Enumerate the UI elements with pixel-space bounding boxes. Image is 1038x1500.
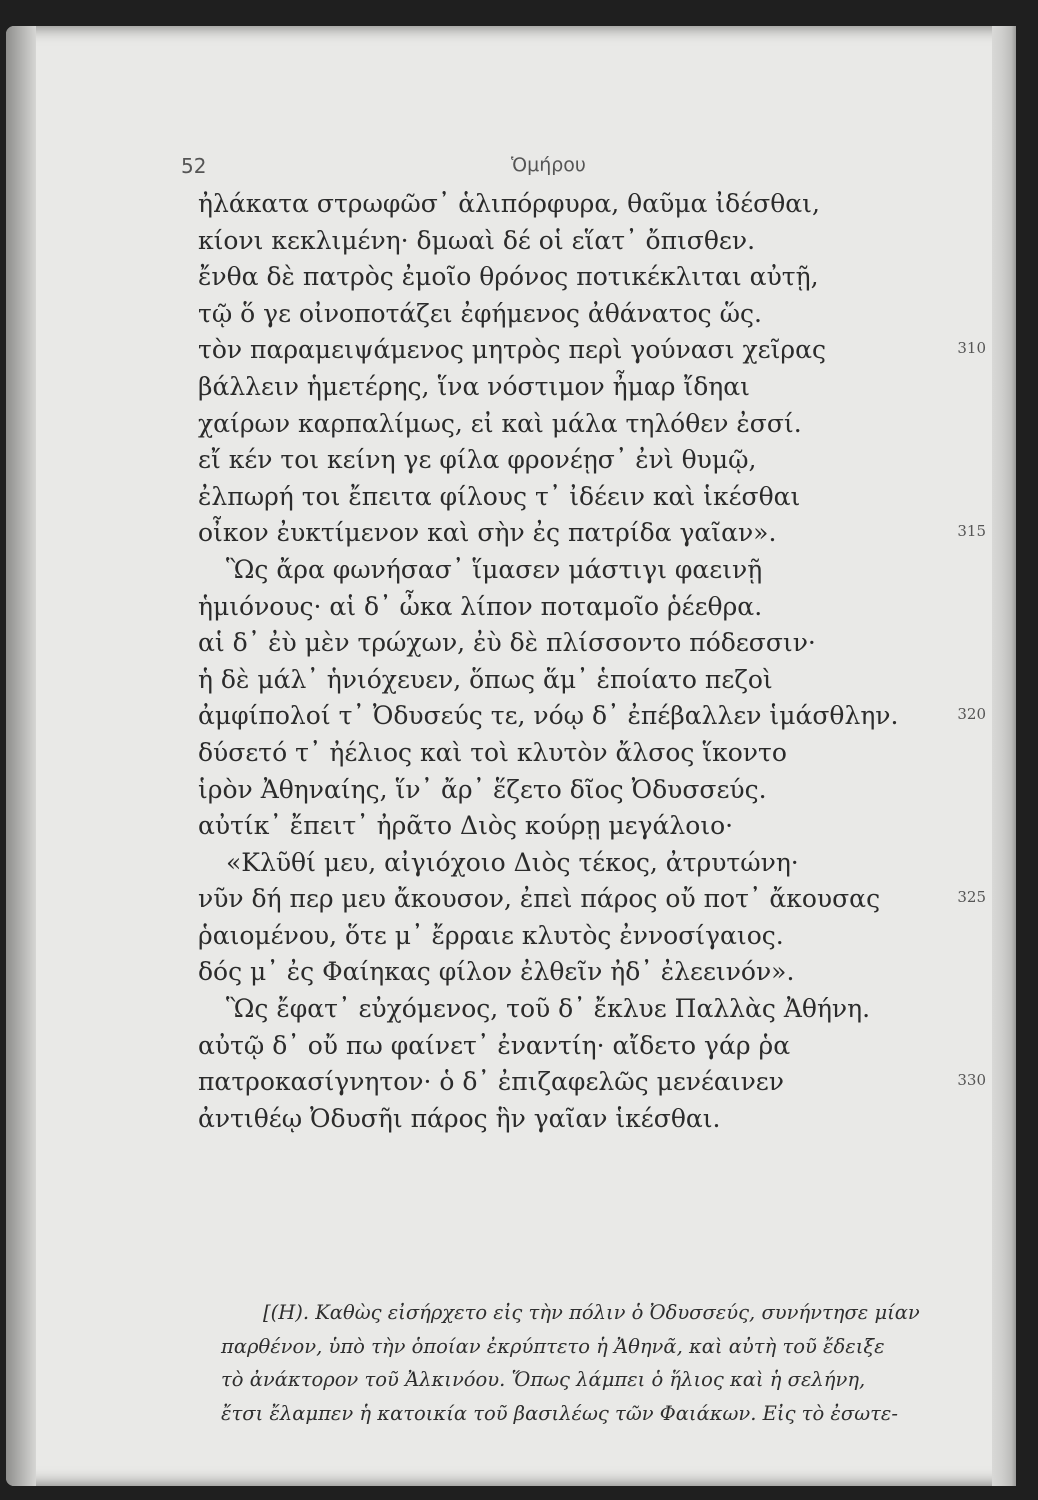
verse-line [198, 628, 998, 665]
commentary-line: τὸ ἀνάκτορον τοῦ Ἀλκινόου. Ὅπως λάμπει ὁ ἥλιος καὶ ἡ σελήνη, [221, 1368, 866, 1391]
verse-line [198, 921, 998, 958]
verse-line [198, 665, 998, 702]
verse-text: ἀμφίπολοί τ᾽ Ὀδυσεύς τε, νόῳ δ᾽ ἐπέβαλλεν ἱμάσθλην. [198, 701, 899, 731]
verse-line [198, 738, 998, 775]
commentary-line: [(Η). Καθὼς εἰσήρχετο εἰς τὴν πόλιν ὁ Ὀδυσσεύς, συνήντησε μίαν [263, 1301, 920, 1324]
verse-text: οἶκον ἐυκτίμενον καὶ σὴν ἐς πατρίδα γαῖαν». [198, 518, 777, 548]
verse-text: Ὣς ἔφατ᾽ εὐχόμενος, τοῦ δ᾽ ἔκλυε Παλλὰς Ἀθήνη. [226, 994, 871, 1024]
verse-line [198, 555, 998, 592]
verse-text: ἠλάκατα στρωφῶσ᾽ ἁλιπόρφυρα, θαῦμα ἰδέσθαι, [198, 189, 820, 218]
verse-text: κίονι κεκλιμένη· δμωαὶ δέ οἱ εἵατ᾽ ὄπισθεν. [198, 225, 756, 255]
line-number: 330 [957, 1071, 986, 1090]
verse-text: αἱ δ᾽ ἐὺ μὲν τρώχων, ἐὺ δὲ πλίσσοντο πόδεσσιν· [198, 628, 816, 658]
verse-text: δός μ᾽ ἐς Φαίηκας φίλον ἐλθεῖν ἠδ᾽ ἐλεεινόν». [198, 957, 795, 987]
verse-line [198, 811, 998, 848]
line-number: 310 [957, 339, 986, 358]
verse-line [198, 1067, 998, 1104]
verse-text: πατροκασίγνητον· ὁ δ᾽ ἐπιζαφελῶς μενέαινεν [198, 1067, 784, 1097]
verse-text: τὸν παραμειψάμενος μητρὸς περὶ γούνασι χεῖρας [198, 335, 826, 365]
verse-block [198, 189, 998, 1140]
verse-text: ἔνθα δὲ πατρὸς ἐμοῖο θρόνος ποτικέκλιται αὐτῇ, [198, 262, 819, 292]
verse-line [198, 372, 998, 409]
page-number: 52 [181, 154, 207, 178]
verse-line [198, 957, 998, 994]
commentary-line: παρθένον, ὑπὸ τὴν ὁποίαν ἐκρύπτετο ἡ Ἀθηνᾶ, καὶ αὐτὴ τοῦ ἔδειξε [221, 1334, 885, 1358]
running-head: Ὁμήρου [511, 154, 586, 176]
verse-text: ἐλπωρή τοι ἔπειτα φίλους τ᾽ ἰδέειν καὶ ἱκέσθαι [198, 481, 801, 511]
verse-text: νῦν δή περ μευ ἄκουσον, ἐπεὶ πάρος οὔ ποτ᾽ ἄκουσας [198, 884, 881, 914]
verse-text: εἴ κέν τοι κείνη γε φίλα φρονέῃσ᾽ ἐνὶ θυμῷ, [198, 445, 757, 475]
verse-text: αὐτίκ᾽ ἔπειτ᾽ ἠρᾶτο Διὸς κούρῃ μεγάλοιο· [198, 811, 734, 841]
verse-line [198, 262, 998, 299]
verse-line [198, 518, 998, 555]
verse-text: ἡ δὲ μάλ᾽ ἡνιόχευεν, ὅπως ἅμ᾽ ἑποίατο πεζοὶ [198, 664, 773, 694]
verse-text: δύσετό τ᾽ ἠέλιος καὶ τοὶ κλυτὸν ἄλσος ἵκοντο [198, 737, 787, 767]
verse-text: βάλλειν ἡμετέρης, ἵνα νόστιμον ἦμαρ ἴδηαι [198, 371, 750, 401]
verse-text: «Κλῦθί μευ, αἰγιόχοιο Διὸς τέκος, ἀτρυτώνη· [226, 847, 799, 877]
verse-line [198, 445, 998, 482]
verse-text: ἀντιθέῳ Ὀδυσῆι πάρος ἣν γαῖαν ἱκέσθαι. [198, 1103, 721, 1133]
verse-text: αὐτῷ δ᾽ οὔ πω φαίνετ᾽ ἐναντίη· αἴδετο γάρ ῥα [198, 1030, 791, 1060]
line-number: 315 [957, 522, 986, 541]
verse-text: ἱρὸν Ἀθηναίης, ἵν᾽ ἄρ᾽ ἕζετο δῖος Ὀδυσσεύς. [198, 774, 767, 804]
verse-text: ῥαιομένου, ὅτε μ᾽ ἔρραιε κλυτὸς ἐννοσίγαιος. [198, 920, 784, 950]
verse-text: χαίρων καρπαλίμως, εἰ καὶ μάλα τηλόθεν ἐσσί. [198, 408, 802, 438]
verse-text: Ὣς ἄρα φωνήσασ᾽ ἵμασεν μάστιγι φαεινῇ [226, 554, 763, 584]
page-header [181, 154, 881, 184]
verse-line [198, 299, 998, 336]
verse-line [198, 848, 998, 885]
verse-line [198, 1104, 998, 1141]
verse-text: ἡμιόνους· αἱ δ᾽ ὦκα λίπον ποταμοῖο ῥέεθρα. [198, 591, 763, 621]
verse-line [198, 592, 998, 629]
commentary-line: ἔτσι ἔλαμπεν ἡ κατοικία τοῦ βασιλέως τῶν Φαιάκων. Εἰς τὸ ἐσωτε- [221, 1401, 898, 1425]
verse-line [198, 226, 998, 263]
verse-line [198, 482, 998, 519]
line-number: 320 [957, 705, 986, 724]
verse-line [198, 701, 998, 738]
verse-line [198, 189, 998, 226]
verse-line [198, 335, 998, 372]
commentary-block [221, 1296, 1011, 1430]
line-number: 325 [957, 888, 986, 907]
verse-line [198, 1031, 998, 1068]
page-gutter [6, 26, 36, 1486]
verse-line [198, 409, 998, 446]
verse-line [198, 884, 998, 921]
book-page [6, 26, 1016, 1486]
verse-text: τῷ ὅ γε οἰνοποτάζει ἐφήμενος ἀθάνατος ὥς. [198, 298, 762, 328]
verse-line [198, 775, 998, 812]
verse-line [198, 994, 998, 1031]
